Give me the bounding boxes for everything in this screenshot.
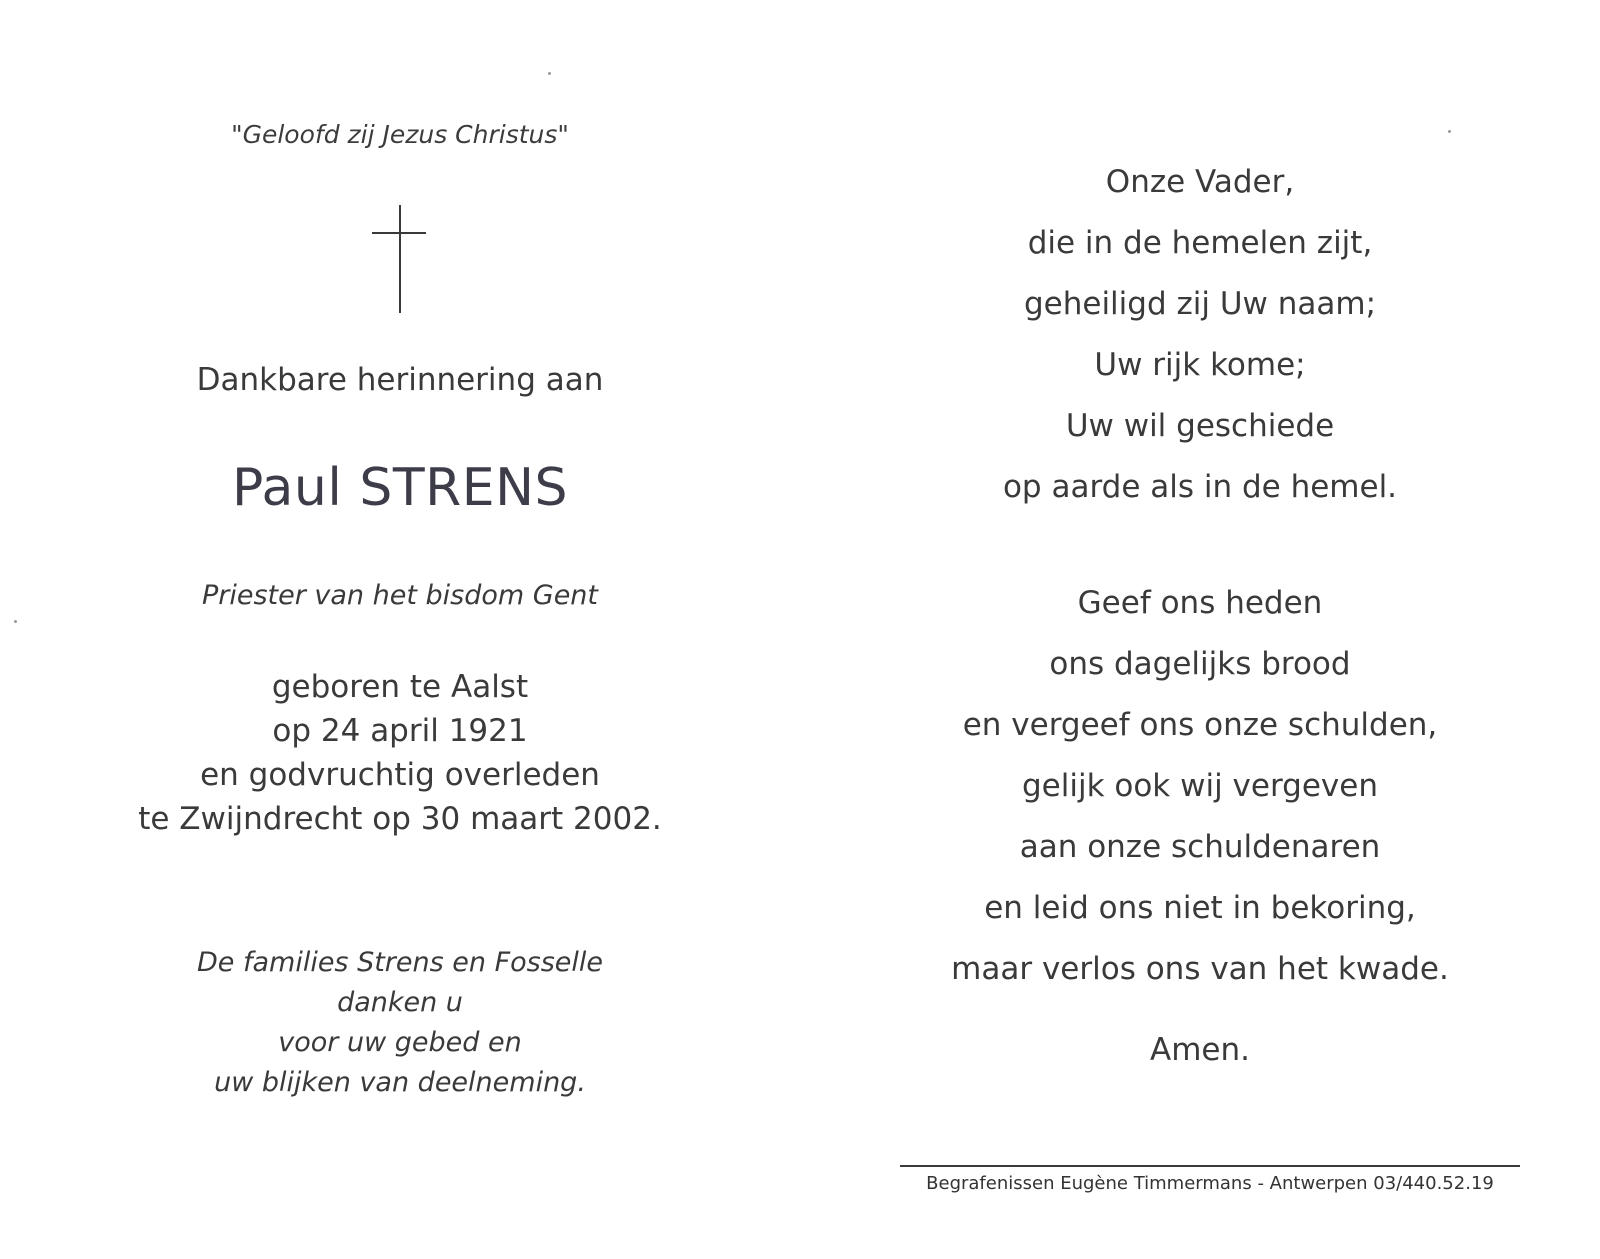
- prayer-line: maar verlos ons van het kwade.: [951, 951, 1449, 987]
- role-text: Priester van het bisdom Gent: [201, 580, 599, 611]
- thanks-line: De families Strens en Fosselle: [196, 947, 603, 978]
- prayer-line: Onze Vader,: [1105, 164, 1295, 200]
- prayer-line: en vergeef ons onze schulden,: [962, 707, 1438, 743]
- footer-divider: [900, 1165, 1520, 1167]
- deceased-name: Paul STRENS: [232, 458, 568, 518]
- thanks-note: [0, 943, 800, 1103]
- bio-line: te Zwijndrecht op 30 maart 2002.: [138, 801, 662, 837]
- scan-speck: [1448, 130, 1451, 133]
- thanks-line: danken u: [337, 987, 463, 1018]
- prayer-line: en leid ons niet in bekoring,: [984, 890, 1416, 926]
- prayer-stanza-1: [800, 152, 1600, 518]
- scan-speck: [14, 620, 17, 623]
- prayer-stanza-2: [800, 573, 1600, 1000]
- thanks-line: uw blijken van deelneming.: [214, 1067, 586, 1098]
- motto: "Geloofd zij Jezus Christus": [231, 120, 569, 149]
- prayer-line: geheiligd zij Uw naam;: [1023, 286, 1377, 322]
- prayer-line: aan onze schuldenaren: [1019, 829, 1381, 865]
- right-panel: [800, 0, 1600, 1259]
- prayer-line: Uw wil geschiede: [1065, 408, 1335, 444]
- prayer-line: Geef ons heden: [1077, 585, 1323, 621]
- intro-text: Dankbare herinnering aan: [196, 362, 604, 398]
- prayer-line: ons dagelijks brood: [1049, 646, 1351, 682]
- cross-icon: [370, 205, 430, 315]
- prayer-line: Uw rijk kome;: [1094, 347, 1306, 383]
- bio-line: geboren te Aalst: [271, 669, 529, 705]
- biography: [0, 665, 800, 841]
- prayer-line: gelijk ook wij vergeven: [1021, 768, 1378, 804]
- amen-text: Amen.: [1150, 1032, 1250, 1068]
- bio-line: op 24 april 1921: [272, 713, 528, 749]
- bio-line: en godvruchtig overleden: [200, 757, 600, 793]
- scan-speck: [548, 72, 551, 75]
- funeral-home-footer: Begrafenissen Eugène Timmermans - Antwerpen 03/440.52.19: [926, 1173, 1494, 1194]
- thanks-line: voor uw gebed en: [278, 1027, 522, 1058]
- prayer-line: op aarde als in de hemel.: [1002, 469, 1398, 505]
- prayer-line: die in de hemelen zijt,: [1027, 225, 1373, 261]
